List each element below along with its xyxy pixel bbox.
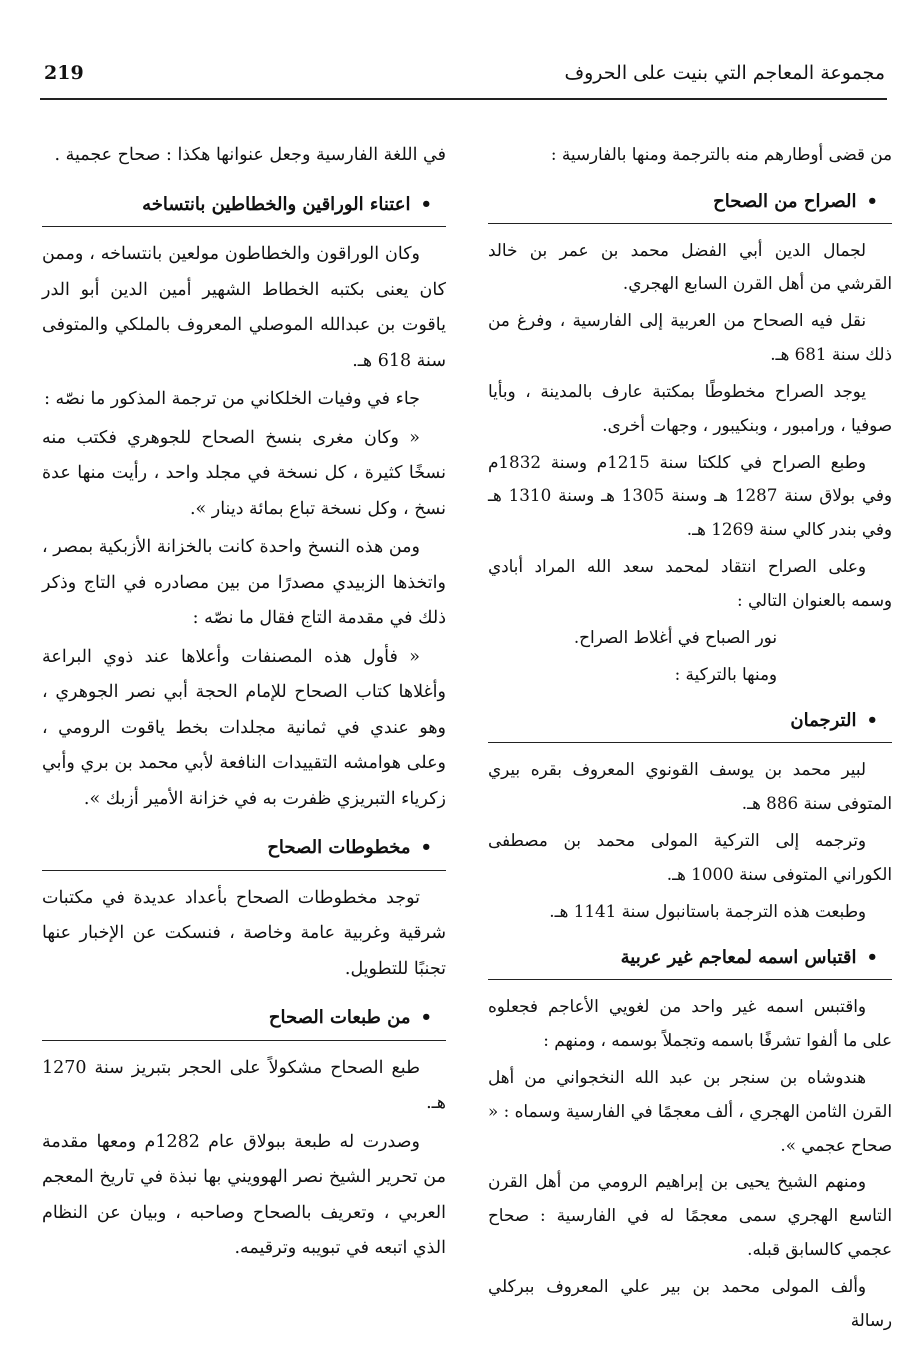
section-heading: [488, 175, 892, 224]
right-column: [488, 138, 892, 1341]
section-title: اعتناء الوراقين والخطاطين بانتساخه: [142, 193, 411, 215]
paragraph: ومنها بالتركية :: [674, 663, 777, 684]
paragraph: في اللغة الفارسية وجعل عنوانها هكذا : صحاح عجمية .: [54, 145, 446, 165]
section-heading: [42, 990, 446, 1041]
paragraph: هندوشاه بن سنجر بن عبد الله النخجواني من أهل القرن الثامن الهجري ، ألف معجمًا في الفارسية وسماه : « صحاح عجمي ».: [488, 1066, 892, 1155]
paragraph: نقل فيه الصحاح من العربية إلى الفارسية ، وفرغ من ذلك سنة 681 هـ.: [488, 310, 892, 365]
section-title: اقتباس اسمه لمعاجم غير عربية: [620, 947, 857, 969]
section-title: الترجمان: [790, 710, 857, 732]
page-number: 219: [44, 62, 84, 84]
bullet-icon: •: [420, 837, 432, 858]
bullet-icon: •: [866, 947, 878, 969]
paragraph: واقتبس اسمه غير واحد من لغويي الأعاجم فجعلوه على ما ألفوا تشرفًا باسمه وتجملاً بوسمه ، ومنهم :: [488, 996, 892, 1051]
bullet-icon: •: [420, 1007, 432, 1028]
bullet-icon: •: [866, 190, 878, 212]
page-header: [40, 58, 887, 100]
paragraph: « وكان مغرى بنسخ الصحاح للجوهري فكتب منه نسخًا كثيرة ، كل نسخة في مجلد واحد ، رأيت منها عدة نسخ ، وكل نسخة تباع بمائة دينار ».: [42, 427, 446, 519]
paragraph: لبير محمد بن يوسف القونوي المعروف بقره بيري المتوفى سنة 886 هـ.: [488, 759, 892, 814]
bullet-icon: •: [420, 193, 432, 215]
paragraph: لجمال الدين أبي الفضل محمد بن عمر بن خالد القرشي من أهل القرن السابع الهجري.: [488, 239, 892, 294]
paragraph: « فأول هذه المصنفات وأعلاها عند ذوي البراعة وأغلاها كتاب الصحاح للإمام الحجة أبي نصر الجوهري ، وهو عندي في ثمانية مجلدات بخط ياقوت الرومي ، وعلى هوامشه التقييدات النافعة لأبي محمد بن بري وأبي زكرياء التبريزي ظفرت به في خزانة الأمير أزبك ».: [42, 646, 446, 809]
section-heading: [42, 820, 446, 871]
paragraph: وترجمه إلى التركية المولى محمد بن مصطفى الكوراني المتوفى سنة 1000 هـ.: [488, 829, 892, 884]
section-title: من طبعات الصحاح: [268, 1007, 411, 1028]
section-title: الصراح من الصحاح: [713, 190, 857, 212]
left-column: [42, 138, 446, 1270]
section-title: مخطوطات الصحاح: [267, 837, 411, 858]
running-title: مجموعة المعاجم التي بنيت على الحروف: [564, 62, 885, 84]
paragraph: وعلى الصراح انتقاد لمحمد سعد الله المراد أبادي وسمه بالعنوان التالي :: [488, 556, 892, 610]
section-heading: [488, 694, 892, 743]
paragraph: وألف المولى محمد بن بير علي المعروف ببركلي رسالة: [488, 1275, 892, 1330]
paragraph: نور الصباح في أغلاط الصراح.: [573, 626, 777, 647]
paragraph: يوجد الصراح مخطوطًا بمكتبة عارف بالمدينة ، وبأيا صوفيا ، ورامبور ، وبنكيبور ، وجهات أخرى.: [488, 380, 892, 435]
paragraph: وطبعت هذه الترجمة باستانبول سنة 1141 هـ.: [549, 900, 866, 921]
paragraph: ومنهم الشيخ يحيى بن إبراهيم الرومي من أهل القرن التاسع الهجري سمى معجمًا له في الفارسية : صحاح عجمي كالسابق قبله.: [488, 1171, 892, 1260]
bullet-icon: •: [866, 710, 878, 732]
paragraph: طبع الصحاح مشكولاً على الحجر بتبريز سنة 1270 هـ.: [42, 1057, 446, 1113]
paragraph: وصدرت له طبعة ببولاق عام 1282م ومعها مقدمة من تحرير الشيخ نصر الهوويني بها نبذة في تاريخ المعجم العربي ، وتعريف بالصحاح وصاحبه ، وبيان عن النظام الذي اتبعه في تبويبه وترقيمه.: [42, 1131, 446, 1258]
paragraph: من قضى أوطارهم منه بالترجمة ومنها بالفارسية :: [550, 144, 892, 164]
section-heading: [42, 177, 446, 228]
paragraph: توجد مخطوطات الصحاح بأعداد عديدة في مكتبات شرقية وغربية عامة وخاصة ، فنسكت عن الإخبار عنها تجنبًا للتطويل.: [42, 887, 446, 979]
paragraph: ومن هذه النسخ واحدة كانت بالخزانة الأزبكية بمصر ، واتخذها الزبيدي مصدرًا من بين مصادره في التاج وذكر ذلك في مقدمة التاج فقال ما نصّه :: [42, 537, 446, 628]
paragraph: وكان الوراقون والخطاطون مولعين بانتساخه ، وممن كان يعنى بكتبه الخطاط الشهير أمين الدين أبو الدر ياقوت بن عبدالله الموصلي المعروف بالملكي والمتوفى سنة 618 هـ.: [42, 244, 446, 371]
paragraph: وطبع الصراح في كلكتا سنة 1215م وسنة 1832م وفي بولاق سنة 1287 هـ وسنة 1305 هـ وسنة 1310 هـ وفي بندر كالي سنة 1269 هـ.: [488, 451, 893, 540]
paragraph: جاء في وفيات الخلكاني من ترجمة المذكور ما نصّه :: [44, 389, 420, 409]
section-heading: [488, 931, 892, 980]
